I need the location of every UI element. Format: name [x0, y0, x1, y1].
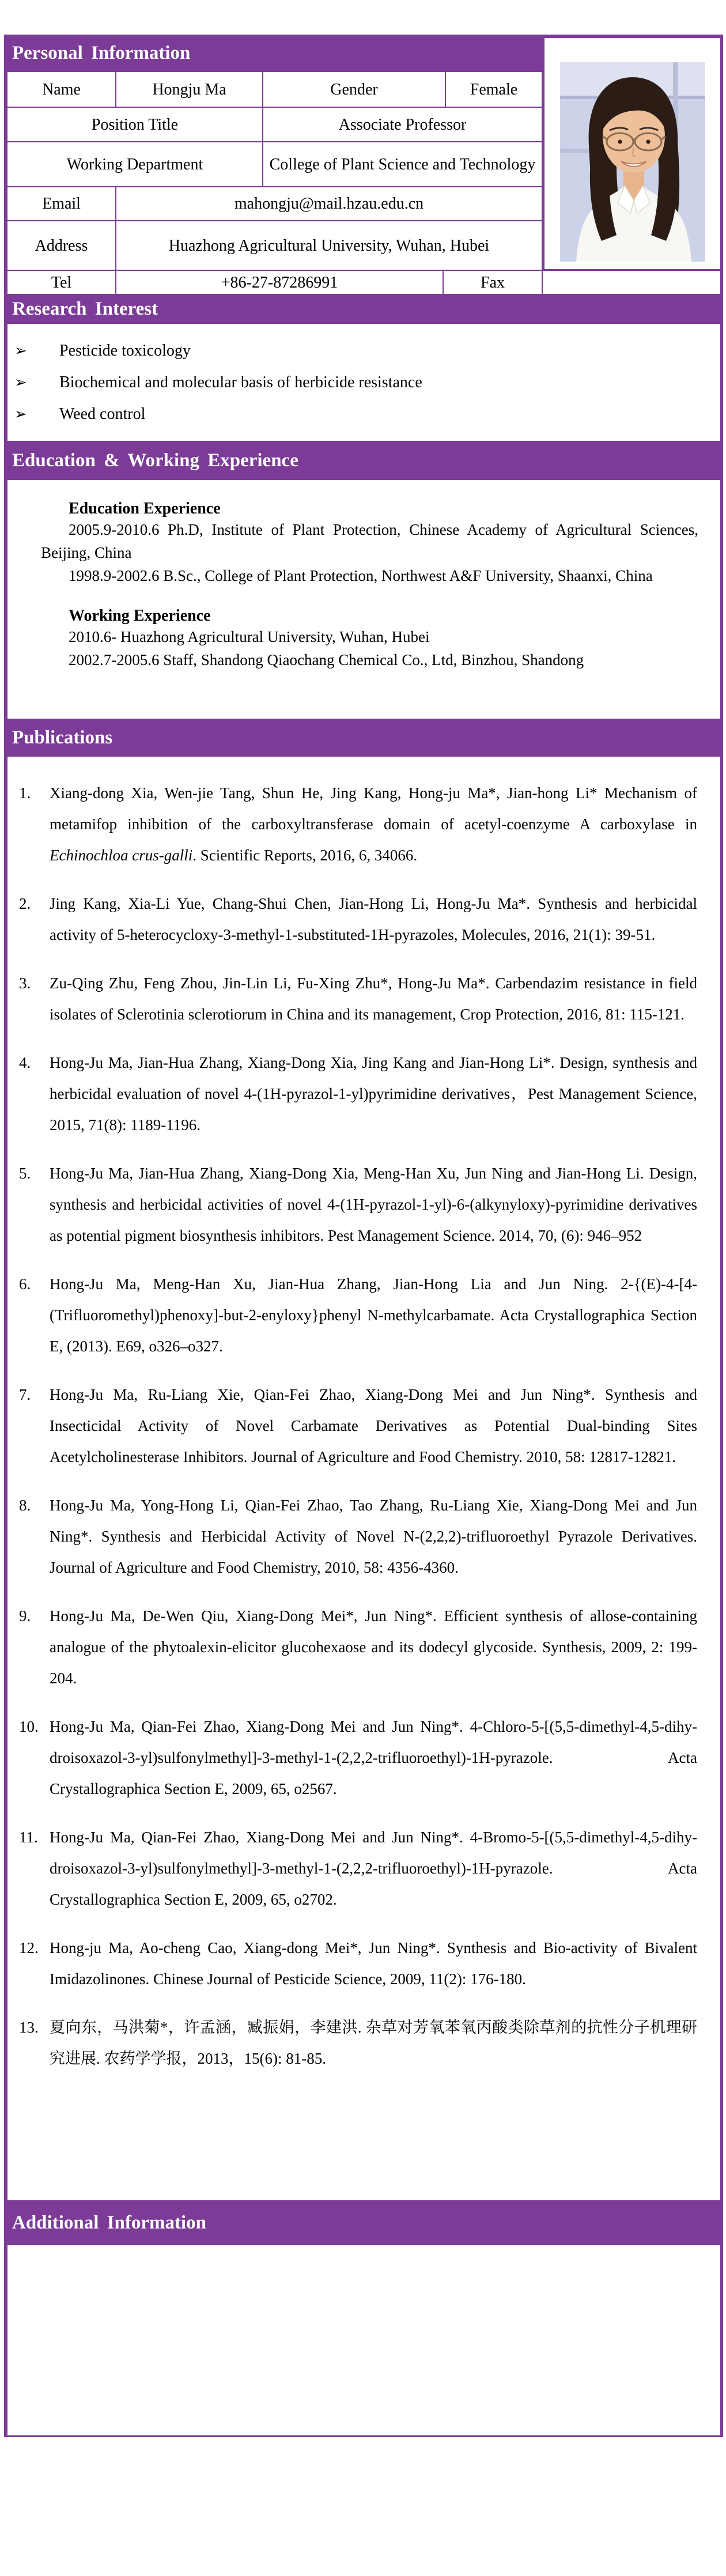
publication-text: Hong-Ju Ma, Qian-Fei Zhao, Xiang-Dong Mei and Jun Ning*. 4-Bromo-5-[(5,5-dimethyl-4,5-dihy-droisoxazol-3-yl)sulfonylmethyl]-3-methyl-1-(2,2,2-trifluoroethyl)-1H-pyrazole. Acta Crystallographica Section E, 2009, 65, o2702. — [50, 1829, 697, 1908]
publication-text: Hong-Ju Ma, Jian-Hua Zhang, Xiang-Dong Xia, Meng-Han Xu, Jun Ning and Jian-Hong Li. Design, synthesis and herbicidal activities of novel 4-(1H-pyrazol-1-yl)-6-(alkynyloxy)-pyrimidine derivatives as potential pigment biosynthesis inhibitors. Pest Management Science. 2014, 70, (6): 946–952 — [50, 1165, 697, 1244]
publication-text: Jing Kang, Xia-Li Yue, Chang-Shui Chen, Jian-Hong Li, Hong-Ju Ma*. Synthesis and herbicidal activity of 5-heterocycloxy-3-methyl-1-substituted-1H-pyrazoles, Molecules, 2016, 21(1): 39-51. — [50, 895, 697, 943]
list-item — [13, 402, 703, 426]
email-value: mahongju@mail.hzau.edu.cn — [116, 187, 543, 220]
publication-item — [7, 1379, 720, 1472]
working-item: 2002.7-2005.6 Staff, Shandong Qiaochang Chemical Co., Ltd, Binzhou, Shandong — [69, 651, 584, 668]
gender-value: Female — [446, 72, 543, 107]
publication-text: Hong-Ju Ma, De-Wen Qiu, Xiang-Dong Mei*, Jun Ning*. Efficient synthesis of allose-containing analogue of the phytoalexin-elicitor glucohexaose and its dodecyl glycoside. Synthesis, 2009, 2: 199-204. — [50, 1607, 697, 1687]
publication-text: 夏向东，马洪菊*，许孟涵，臧振娟，李建洪. 杂草对芳氧苯氧丙酸类除草剂的抗性分子机理研究进展. 农药学学报，2013，15(6): 81-85. — [50, 2019, 697, 2067]
publication-item — [7, 1490, 720, 1583]
list-item — [13, 371, 703, 395]
publication-number: 7. — [19, 1386, 31, 1403]
publication-item — [7, 1711, 720, 1804]
name-value: Hongju Ma — [116, 72, 263, 107]
publication-number: 2. — [19, 895, 31, 912]
address-value: Huazhong Agricultural University, Wuhan, Hubei — [116, 221, 543, 270]
table-row — [7, 142, 543, 187]
publications-title: Publications — [12, 727, 113, 748]
education-item: 2005.9-2010.6 Ph.D, Institute of Plant Protection, Chinese Academy of Agricultural Sciences, Beijing, China — [41, 521, 698, 561]
publication-item — [7, 1600, 720, 1694]
gender-label: Gender — [263, 72, 446, 107]
arrow-bullet-icon: ➢ — [14, 342, 27, 359]
personal-information-table — [4, 72, 543, 271]
publications-header — [4, 719, 723, 757]
table-row — [7, 108, 543, 142]
education-item: 1998.9-2002.6 B.Sc., College of Plant Protection, Northwest A&F University, Shaanxi, China — [69, 567, 653, 584]
fax-value — [543, 271, 723, 294]
research-item: Biochemical and molecular basis of herbicide resistance — [59, 373, 422, 391]
position-title-label: Position Title — [7, 108, 263, 141]
publication-number: 10. — [19, 1718, 39, 1735]
education-working-experience-content — [4, 480, 723, 719]
publication-item — [7, 1268, 720, 1362]
publication-species-italic: Echinochloa crus-galli — [50, 847, 193, 864]
publication-number: 5. — [19, 1165, 31, 1182]
table-row — [7, 72, 543, 108]
email-label: Email — [7, 187, 116, 220]
publication-text: Hong-Ju Ma, Yong-Hong Li, Qian-Fei Zhao, Tao Zhang, Ru-Liang Xie, Xiang-Dong Mei and Jun Ning*. Synthesis and Herbicidal Activity of Novel N-(2,2,2)-trifluoroethyl Pyrazole Derivatives. Journal of Agriculture and Food Chemistry, 2010, 58: 4356-4360. — [50, 1497, 697, 1576]
profile-photo-cell — [543, 35, 723, 271]
publication-number: 13. — [19, 2019, 39, 2036]
list-item — [13, 339, 703, 363]
publication-number: 1. — [19, 784, 31, 802]
additional-information-content — [4, 2245, 723, 2437]
table-row — [7, 221, 543, 271]
publication-item — [7, 777, 720, 871]
publication-text — [50, 777, 720, 871]
working-experience-heading: Working Experience — [69, 607, 211, 625]
publication-number: 12. — [19, 1939, 39, 1956]
address-label: Address — [7, 221, 116, 270]
working-item: 2010.6- Huazhong Agricultural University, Wuhan, Hubei — [69, 628, 430, 645]
research-interest-title: Research Interest — [12, 298, 158, 319]
publications-list — [4, 757, 723, 2200]
research-interest-content — [4, 324, 723, 441]
publication-text: Hong-ju Ma, Ao-cheng Cao, Xiang-dong Mei*, Jun Ning*. Synthesis and Bio-activity of Bivalent Imidazolinones. Chinese Journal of Pesticide Science, 2009, 11(2): 176-180. — [50, 1939, 697, 1988]
research-interest-header — [4, 294, 723, 324]
publication-number: 9. — [19, 1607, 31, 1625]
personal-information-section — [4, 35, 723, 294]
publication-number: 4. — [19, 1054, 31, 1071]
tel-value: +86-27-87286991 — [116, 271, 444, 294]
arrow-bullet-icon: ➢ — [14, 406, 27, 422]
publication-item — [7, 888, 720, 950]
publication-item — [7, 968, 720, 1030]
personal-information-title: Personal Information — [12, 43, 191, 63]
additional-information-title: Additional Information — [12, 2212, 206, 2233]
research-item: Weed control — [59, 405, 146, 423]
publication-text: Hong-Ju Ma, Meng-Han Xu, Jian-Hua Zhang, Jian-Hong Lia and Jun Ning. 2-{(E)-4-[4-(Trifluoromethyl)phenoxy]-but-2-enyloxy}phenyl N-methylcarbamate. Acta Crystallographica Section E, (2013). E69, o326–o327. — [50, 1275, 697, 1355]
telephone-row — [4, 271, 723, 294]
working-department-value: College of Plant Science and Technology — [263, 142, 543, 186]
publication-text: Zu-Qing Zhu, Feng Zhou, Jin-Lin Li, Fu-Xing Zhu*, Hong-Ju Ma*. Carbendazim resistance in field isolates of Sclerotinia sclerotiorum in China and its management, Crop Protection, 2016, 81: 115-121. — [50, 975, 697, 1023]
publication-number: 3. — [19, 975, 31, 992]
publication-item — [7, 1047, 720, 1140]
tel-label: Tel — [7, 271, 116, 294]
education-working-experience-title: Education & Working Experience — [12, 450, 298, 471]
position-title-value: Associate Professor — [263, 108, 543, 141]
education-experience-heading: Education Experience — [69, 500, 221, 518]
profile-photo — [560, 62, 705, 262]
research-item: Pesticide toxicology — [59, 342, 191, 360]
publication-text-part: . Scientific Reports, 2016, 6, 34066. — [192, 847, 418, 864]
publication-item — [7, 2012, 720, 2074]
arrow-bullet-icon: ➢ — [14, 374, 27, 391]
publication-item — [7, 1932, 720, 1995]
working-department-label: Working Department — [7, 142, 263, 186]
publication-item — [7, 1158, 720, 1251]
publication-text: Hong-Ju Ma, Jian-Hua Zhang, Xiang-Dong Xia, Jing Kang and Jian-Hong Li*. Design, synthesis and herbicidal evaluation of novel 4-(1H-pyrazol-1-yl)pyrimidine derivatives，Pest Management Science, 2015, 71(8): 1189-1196. — [50, 1054, 697, 1134]
fax-label: Fax — [444, 271, 543, 294]
publication-item — [7, 1822, 720, 1915]
publication-number: 11. — [19, 1829, 38, 1846]
faculty-profile-document — [4, 35, 723, 2437]
education-working-experience-header — [4, 441, 723, 480]
name-label: Name — [7, 72, 116, 107]
additional-information-header — [4, 2200, 723, 2245]
publication-text-part: Xiang-dong Xia, Wen-jie Tang, Shun He, Jing Kang, Hong-ju Ma*, Jian-hong Li* Mechanism of metamifop inhibition of the carboxyltransferase domain of acetyl-coenzyme A carboxylase in — [50, 784, 697, 833]
personal-information-header — [4, 35, 543, 72]
publication-number: 6. — [19, 1275, 31, 1293]
table-row — [7, 187, 543, 221]
publication-text: Hong-Ju Ma, Qian-Fei Zhao, Xiang-Dong Mei and Jun Ning*. 4-Chloro-5-[(5,5-dimethyl-4,5-dihy-droisoxazol-3-yl)sulfonylmethyl]-3-methyl-1-(2,2,2-trifluoroethyl)-1H-pyrazole. Acta Crystallographica Section E, 2009, 65, o2567. — [50, 1718, 697, 1797]
publication-text: Hong-Ju Ma, Ru-Liang Xie, Qian-Fei Zhao, Xiang-Dong Mei and Jun Ning*. Synthesis and Insecticidal Activity of Novel Carbamate Derivatives as Potential Dual-binding Sites Acetylcholinesterase Inhibitors. Journal of Agriculture and Food Chemistry. 2010, 58: 12817-12821. — [50, 1386, 697, 1465]
publication-number: 8. — [19, 1497, 31, 1514]
